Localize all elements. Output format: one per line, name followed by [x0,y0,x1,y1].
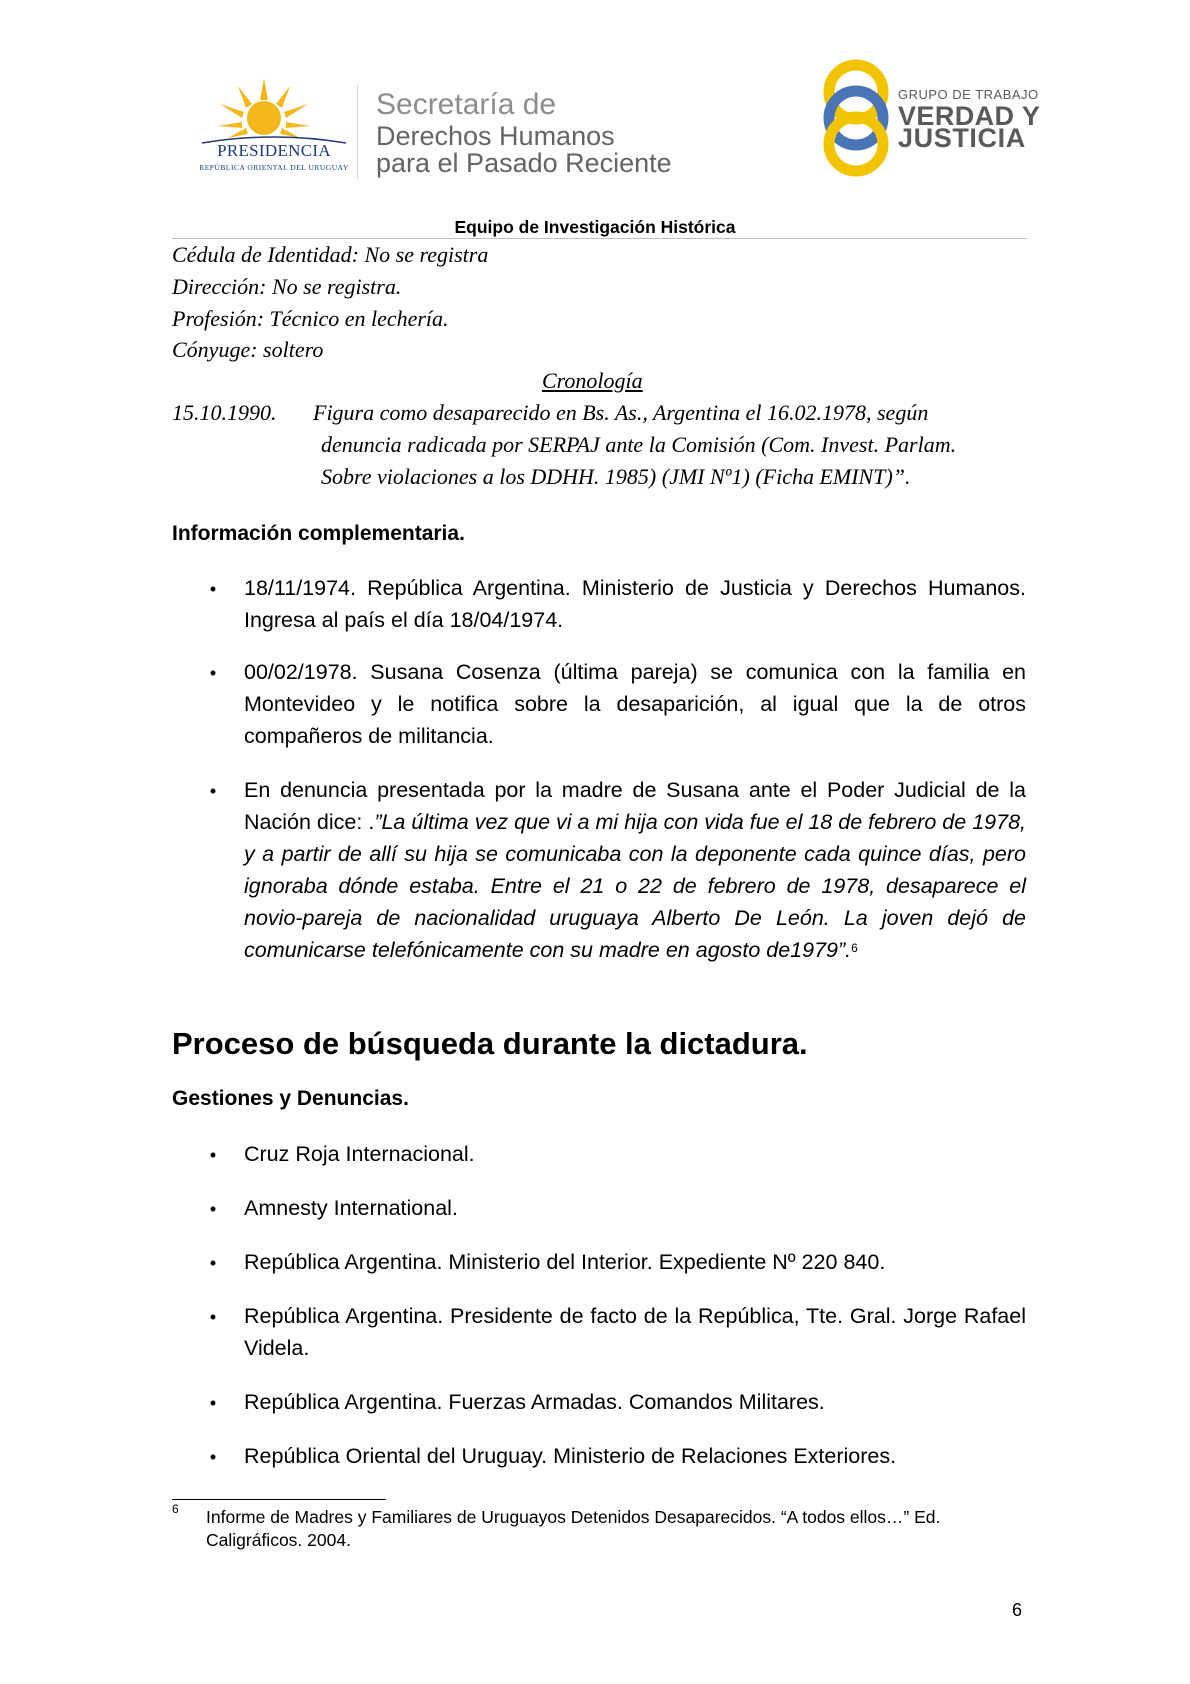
cronologia-title: Cronología [542,368,643,393]
footnote-ref: 6 [851,941,858,955]
page-number: 6 [1012,1600,1023,1620]
info-item: 18/11/1974. República Argentina. Ministerio de Justicia y Derechos Humanos. Ingresa al país el día 18/04/1974. [244,576,1026,632]
bullet: • [209,1253,217,1273]
bullet: • [209,1447,217,1467]
gestion-item: República Argentina. Fuerzas Armadas. Comandos Militares. [244,1390,825,1414]
header-rule [172,238,1027,239]
field-profesion: Profesión: Técnico en lechería. [172,306,449,331]
gestion-item: República Oriental del Uruguay. Ministerio de Relaciones Exteriores. [244,1444,897,1468]
bullet: • [209,1307,217,1327]
gestion-item: Amnesty International. [244,1196,458,1220]
info-item-quote [244,774,1026,966]
presidencia-label: PRESIDENCIA [217,141,331,160]
bullet: • [209,1145,217,1165]
footnote-text: Informe de Madres y Familiares de Uruguayos Detenidos Desaparecidos. “A todos ellos…” Ed. Caligráficos. 2004. [206,1507,941,1550]
bullet: • [209,781,217,801]
gestion-item: República Argentina. Ministerio del Interior. Expediente Nº 220 840. [244,1250,886,1274]
footnote-rule [172,1499,386,1500]
bullet: • [209,579,217,599]
presidencia-subtitle: REPÚBLICA ORIENTAL DEL URUGUAY [199,163,349,172]
cronologia-date: 15.10.1990. [172,400,277,425]
field-conyuge: Cónyuge: soltero [172,337,324,362]
secretaria-line-2: Derechos Humanos [376,121,615,151]
info-item: 00/02/1978. Susana Cosenza (última pareja) se comunica con la familia en Montevideo y le notifica sobre la desaparición, al igual que la de otros compañeros de militancia. [244,660,1026,748]
secretaria-line-3: para el Pasado Reciente [376,148,672,178]
bullet: • [209,1393,217,1413]
quote-text: ”La última vez que vi a mi hija con vida fue el 18 de febrero de 1978, y a partir de allí su hija se comunicaba con la deponente cada quince días, pero ignoraba dónde estaba. Entre el 21 o 22 de febrero de 1978, desaparece el novio-pareja de nacionalidad uruguaya Alberto De León. La joven dejó de comunicarse telefónicamente con su madre en agosto de1979”. [244,810,1026,962]
bullet: • [209,663,217,683]
cronologia-line-1: Figura como desaparecido en Bs. As., Argentina el 16.02.1978, según [313,400,929,425]
verdad-label: VERDAD Y [898,101,1041,131]
field-direccion: Dirección: No se registra. [172,274,402,299]
cronologia-line-3: Sobre violaciones a los DDHH. 1985) (JMI Nº1) (Ficha EMINT)”. [321,464,911,489]
grupo-trabajo-label: GRUPO DE TRABAJO [898,87,1039,102]
team-title: Equipo de Investigación Histórica [454,217,736,237]
gestion-item: República Argentina. Presidente de facto de la República, Tte. Gral. Jorge Rafael Videla. [244,1304,1026,1360]
header-divider [357,84,358,180]
proceso-heading: Proceso de búsqueda durante la dictadura. [172,1026,808,1061]
footnote-number: 6 [172,1502,179,1516]
gestion-item: Cruz Roja Internacional. [244,1142,475,1166]
cronologia-line-2: denuncia radicada por SERPAJ ante la Comisión (Com. Invest. Parlam. [321,432,957,457]
quote-intro: En denuncia presentada por la madre de Susana ante el Poder Judicial de la Nación dice: . [244,778,1026,834]
secretaria-line-1: Secretaría de [376,88,557,121]
bullet: • [209,1199,217,1219]
field-cedula: Cédula de Identidad: No se registra [172,242,489,267]
info-heading: Información complementaria. [172,522,465,545]
justicia-label: JUSTICIA [898,123,1026,153]
gestiones-heading: Gestiones y Denuncias. [172,1087,409,1110]
